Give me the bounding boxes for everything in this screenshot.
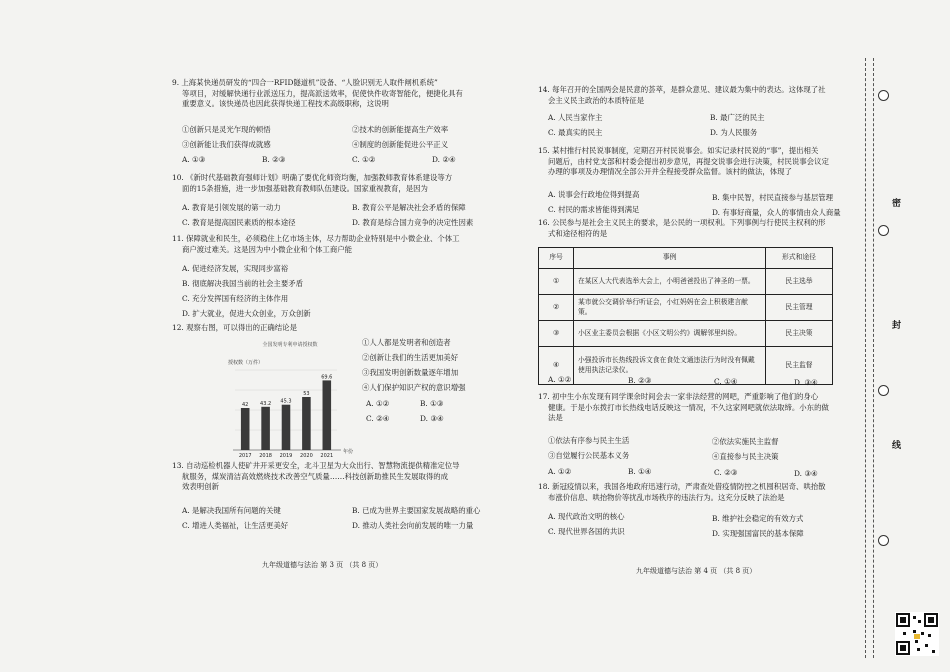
- option: A. 人民当家作主: [548, 113, 603, 122]
- option: ④直接参与民主决策: [712, 452, 779, 461]
- chart-data-label: 43.2: [260, 400, 272, 407]
- chart-data-label: 42: [242, 402, 249, 408]
- question-11: [172, 234, 460, 255]
- option: D. 推动人类社会向前发展的唯一力量: [352, 521, 474, 530]
- row-form: 民主选举: [766, 269, 833, 295]
- option: C. 教育是提高国民素质的根本途径: [182, 218, 296, 227]
- question-line: 重要意义。该快递员也因此获得快递工程技术高级职称，这说明: [182, 99, 389, 109]
- binding-line: [865, 58, 866, 658]
- chart-bar: [302, 397, 311, 450]
- qr-code: [895, 612, 939, 656]
- option: ①创新只是灵光乍现的顿悟: [182, 125, 271, 134]
- option: B. 最广泛的民主: [710, 113, 765, 122]
- option: D. 教育是综合国力竞争的决定性因素: [352, 218, 474, 227]
- table-row: [539, 347, 833, 385]
- binding-hole: [878, 90, 889, 101]
- answer-choice: A. ①②: [366, 399, 390, 408]
- question-line: 14. 每年召开的全国两会是民意的荟萃，是群众意见、建议最为集中的表达。这体现了社: [538, 85, 826, 94]
- option: C. 现代世界各国的共识: [548, 527, 625, 536]
- table-header: 事例: [574, 248, 766, 269]
- row-case: 小区业主委员会根据《小区文明公约》调解邻里纠纷。: [574, 321, 766, 347]
- row-case: 某市就公交调价举行听证会，小红妈妈在会上积极建言献策。: [574, 295, 766, 321]
- option: C. 村民的需求皆能得到满足: [548, 205, 640, 214]
- question-14: [538, 85, 826, 106]
- table-header: 形式和途径: [766, 248, 833, 269]
- page-footer-left: 九年级道德与法治 第 3 页 （共 8 页）: [262, 561, 383, 569]
- question-16: [538, 218, 826, 239]
- option: A. 现代政治文明的核心: [548, 512, 625, 521]
- option: B. 维护社会稳定的有效方式: [712, 514, 804, 523]
- question-line: 航服务，煤炭清洁高效燃烧技术改善空气质量……科技创新助推民生发展取得的成: [182, 471, 449, 481]
- chart-tick-label: 2020: [300, 453, 313, 458]
- option: B. 集中民智，村民直接参与基层管理: [712, 193, 833, 202]
- option: ③我国发明创新数量逐年增加: [362, 368, 459, 377]
- binding-line: [873, 58, 874, 658]
- answer-choice: A. ①②: [548, 375, 572, 384]
- question-line: 布涨价信息、哄抬物价等扰乱市场秩序的违法行为。这充分反映了法治是: [548, 492, 785, 502]
- answer-choice: A. ①②: [548, 467, 572, 476]
- option: ④人们保护知识产权的意识增强: [362, 383, 466, 392]
- option: A. 是解决我国所有问题的关键: [182, 506, 281, 515]
- cases-table: [538, 247, 833, 385]
- question-line: 11. 保障就业和民生，必须稳住上亿市场主体，尽力帮助企业特别是中小微企业、个体工: [172, 234, 460, 243]
- question-12-stem: 12. 观察右图，可以得出的正确结论是: [172, 323, 297, 332]
- chart-title: 全国发明专利申请授权数: [262, 342, 318, 348]
- row-form: 民主管理: [766, 295, 833, 321]
- binding-hole: [878, 225, 889, 236]
- option: C. 增进人类福祉，让生活更美好: [182, 521, 289, 530]
- option: ②创新让我们的生活更加美好: [362, 353, 459, 362]
- chart-tick-label: 2017: [238, 453, 252, 458]
- question-line: 法是: [548, 413, 563, 423]
- question-15: [538, 146, 829, 178]
- table-row: [539, 269, 833, 295]
- question-line: 办理的事项及办理情况全部公开并全程接受群众监督。该村的做法，体现了: [548, 167, 792, 177]
- chart-data-label: 45.3: [280, 398, 292, 405]
- question-line: 13. 自动巡检机器人使矿井开采更安全，北斗卫星为大众出行、智慧物流提供精准定位导: [172, 461, 460, 470]
- option: C. 最真实的民主: [548, 128, 603, 137]
- option: D. 实现强国富民的基本保障: [712, 529, 804, 538]
- seal-char: 密: [892, 199, 902, 209]
- row-number: ④: [539, 347, 574, 385]
- option: D. 为人民服务: [710, 128, 758, 137]
- question-line: 17. 初中生小东发现有同学课余时间会去一家非法经营的网吧，严重影响了他们的身心: [538, 392, 819, 401]
- question-9: [172, 78, 463, 110]
- option: C. 充分发挥国有经济的主体作用: [182, 294, 289, 303]
- option: D. 扩大就业，促进大众创业，万众创新: [182, 309, 311, 318]
- option: ①依法有序参与民主生活: [548, 436, 630, 445]
- question-17: [538, 392, 829, 424]
- seal-char: 线: [892, 441, 902, 451]
- option: D. 有事好商量，众人的事情由众人商量: [712, 208, 841, 217]
- answer-choice: B. ①④: [628, 467, 652, 476]
- chart-bars: [239, 374, 333, 458]
- question-10: [172, 173, 452, 194]
- question-18: [538, 482, 826, 503]
- row-number: ①: [539, 269, 574, 295]
- binding-hole: [878, 535, 889, 546]
- chart-tick-label: 2018: [259, 453, 272, 458]
- option: A. 促进经济发展，实现同步富裕: [182, 264, 289, 273]
- answer-choice: D. ③④: [794, 469, 818, 478]
- row-case: 在某区人大代表选举大会上，小明爸爸投出了神圣的一票。: [574, 269, 766, 295]
- question-line: 商户渡过难关。这是因为中小微企业和个体工商户能: [182, 244, 352, 254]
- option: ②技术的创新能提高生产效率: [352, 125, 449, 134]
- question-line: 面的15条措施，进一步加强基础教育教师队伍建设。国家重视教育，是因为: [182, 183, 428, 193]
- row-case: 小强投诉市长热线投诉文食在食处文通违法行为时没有佩戴使用执法记录仪。: [574, 347, 766, 385]
- patent-bar-chart: [225, 338, 355, 458]
- chart-bar: [261, 407, 270, 450]
- question-line: 问题后，由村党支部和村委会提出初步意见，再提交说事会进行决策，村民说事会议定: [548, 156, 829, 166]
- answer-choice: A. ①③: [182, 155, 206, 164]
- option: B. 已成为世界主要国家发展战略的重心: [352, 506, 481, 515]
- option: B. 教育公平是解决社会矛盾的保障: [352, 203, 466, 212]
- chart-data-label: 53: [303, 391, 310, 397]
- answer-choice: B. ①③: [420, 399, 444, 408]
- table-header: 序号: [539, 248, 574, 269]
- question-13: [172, 461, 460, 493]
- row-form: 民主监督: [766, 347, 833, 385]
- row-form: 民主决策: [766, 321, 833, 347]
- answer-choice: C. ②④: [366, 414, 390, 423]
- option: B. 彻底解决我国当前的社会主要矛盾: [182, 279, 303, 288]
- chart-bar: [241, 408, 250, 450]
- answer-choice: C. ②③: [714, 468, 738, 477]
- option: A. 教育是引领发展的第一动力: [182, 203, 281, 212]
- question-line: 9. 上海某快递员研发的“四合一RFID隧道机”设备、“人脸识别无人取件闸机系统”: [172, 78, 438, 87]
- chart-data-label: 69.6: [321, 374, 333, 381]
- table-row: [539, 295, 833, 321]
- option: ①人人都是发明者和创造者: [362, 338, 451, 347]
- table-row: [539, 321, 833, 347]
- question-line: 健康。于是小东拨打市长热线电话反映这一情况，不久这家网吧就依法取缔。小东的做: [548, 402, 829, 412]
- chart-bar: [323, 380, 332, 450]
- question-line: 等项目，对缓解快递行业派送压力，提高派送效率，促使快件收寄智能化，便捷化具有: [182, 88, 463, 98]
- option: ③自觉履行公民基本义务: [548, 451, 630, 460]
- page-footer-right: 九年级道德与法治 第 4 页 （共 8 页）: [636, 567, 757, 575]
- option: A. 说事会行政地位得到提高: [548, 190, 640, 199]
- answer-choice: D. ②④: [432, 155, 456, 164]
- binding-hole: [878, 385, 889, 396]
- chart-bar: [282, 405, 291, 450]
- answer-choice: D. ③④: [794, 378, 818, 387]
- question-line: 10. 《新时代基础教育强师计划》明确了要优化师资均衡，加强教师教育体系建设等方: [172, 173, 453, 182]
- answer-choice: D. ③④: [420, 414, 444, 423]
- option: ②依法实施民主监督: [712, 437, 779, 446]
- row-number: ③: [539, 321, 574, 347]
- row-number: ②: [539, 295, 574, 321]
- question-line: 会主义民主政治的本质特征是: [548, 95, 645, 105]
- question-line: 式和途径相符的是: [548, 228, 608, 238]
- question-line: 15. 某村推行村民说事制度，定期召开村民说事会。如实记录村民说的“事”，提出相关: [538, 146, 819, 155]
- option: ④制度的创新能促进公平正义: [352, 140, 449, 149]
- seal-char: 封: [892, 321, 902, 331]
- question-line: 效表明创新: [182, 482, 219, 492]
- chart-tick-label: 2021: [320, 453, 334, 458]
- answer-choice: C. ①④: [714, 377, 738, 386]
- table-header-row: [539, 248, 833, 269]
- question-line: 18. 新冠疫情以来，我国各地政府迅速行动，严肃查处借疫情防控之机囤积居奇、哄抬散: [538, 482, 826, 491]
- answer-choice: C. ①②: [352, 155, 376, 164]
- option: ③创新能让我们获得成就感: [182, 140, 271, 149]
- answer-choice: B. ②③: [262, 155, 286, 164]
- chart-tick-label: 2019: [279, 453, 293, 458]
- question-line: 16. 公民参与是社会主义民主的要求，是公民的一项权利。下列事例与行使民主权利的形: [538, 218, 826, 227]
- answer-choice: B. ②③: [628, 376, 652, 385]
- chart-y-label: 授权数（万件）: [228, 360, 264, 366]
- chart-x-label: 年份: [343, 449, 354, 455]
